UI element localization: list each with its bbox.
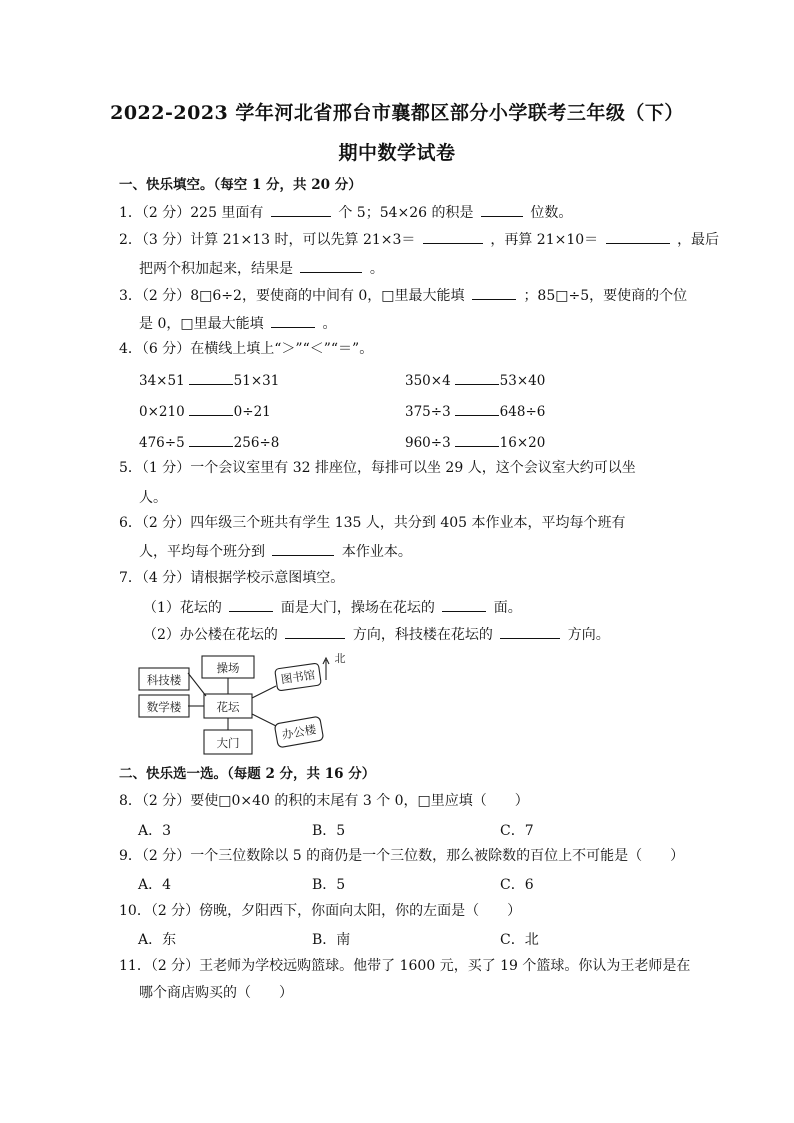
question-11-cont: 哪个商店购买的（ ） [139, 985, 293, 1001]
question-5-cont [139, 487, 167, 507]
question-6: 6．（2 分）四年级三个班共有学生 135 人，共分到 405 本作业本，平均每个班有 [119, 515, 626, 531]
question-1 [119, 202, 572, 222]
compare-item [139, 432, 279, 451]
answer-blank[interactable] [455, 432, 499, 447]
q7-sub1-a: （1）花坛的 [143, 600, 222, 616]
compare-right: 648÷6 [499, 404, 546, 420]
map-label-math: 数学楼 [146, 700, 182, 714]
answer-blank[interactable] [271, 202, 331, 217]
map-label-north: 北 [334, 652, 346, 665]
answer-blank[interactable] [285, 624, 345, 639]
compare-left: 960÷3 [405, 435, 451, 451]
option-b[interactable]: B．5 [312, 823, 346, 839]
q1-text-c: 位数。 [530, 205, 573, 221]
answer-blank[interactable] [455, 401, 499, 416]
q1-text-b: 个 5；54×26 的积是 [338, 205, 474, 221]
map-connector [252, 714, 276, 726]
compare-item [139, 401, 271, 420]
q7-sub2-c: 方向。 [567, 627, 610, 643]
section2-heading: 二、快乐选一选。（每题 2 分，共 16 分） [119, 766, 376, 782]
question-11: 11．（2 分）王老师为学校远购篮球。他带了 1600 元，买了 19 个篮球。你认为王老师是在 [119, 958, 691, 974]
answer-blank[interactable] [606, 229, 670, 244]
compare-item [405, 432, 545, 451]
compare-left: 476÷5 [139, 435, 185, 451]
compare-right: 53×40 [499, 373, 546, 389]
q6-text-b: 本作业本。 [341, 544, 412, 560]
answer-blank[interactable] [423, 229, 483, 244]
question-8: 8．（2 分）要使□0×40 的积的末尾有 3 个 0，□里应填（ ） [119, 793, 529, 809]
q2-text-a: 2．（3 分）计算 21×13 时，可以先算 21×3＝ [119, 232, 416, 248]
question-7-sub2 [143, 624, 610, 644]
q6-text-a: 人，平均每个班分到 [139, 544, 265, 560]
answer-blank[interactable] [229, 597, 273, 612]
answer-blank[interactable] [189, 370, 233, 385]
answer-blank[interactable] [189, 432, 233, 447]
answer-blank[interactable] [271, 313, 315, 328]
q7-sub2-b: 方向，科技楼在花坛的 [352, 627, 493, 643]
q1-text-a: 1．（2 分）225 里面有 [119, 205, 264, 221]
compare-left: 34×51 [139, 373, 185, 389]
option-b[interactable]: B．南 [312, 932, 351, 948]
question-4: 4．（6 分）在横线上填上“＞”“＜”“＝”。 [119, 341, 374, 357]
q2-text-d: 把两个积加起来，结果是 [139, 261, 293, 277]
option-c[interactable]: C．6 [500, 877, 534, 893]
compare-item [405, 401, 545, 420]
q7-sub1-b: 面是大门，操场在花坛的 [280, 600, 435, 616]
question-3-cont [139, 313, 337, 333]
compare-item [405, 370, 545, 389]
q3-text-b: ；85□÷5，要使商的个位 [523, 288, 688, 304]
question-3 [119, 285, 687, 305]
compare-left: 350×4 [405, 373, 451, 389]
option-b[interactable]: B．5 [312, 877, 346, 893]
map-connector [188, 673, 206, 696]
question-7: 7．（4 分）请根据学校示意图填空。 [119, 570, 345, 586]
section1-heading: 一、快乐填空。（每空 1 分，共 20 分） [119, 177, 362, 193]
school-map-diagram [136, 650, 366, 760]
question-5: 5．（1 分）一个会议室里有 32 排座位，每排可以坐 29 人，这个会议室大约可以坐 [119, 460, 636, 476]
map-label-office: 办公楼 [280, 722, 318, 742]
answer-blank[interactable] [189, 401, 233, 416]
answer-blank[interactable] [455, 370, 499, 385]
option-c[interactable]: C．7 [500, 823, 534, 839]
q7-sub2-a: （2）办公楼在花坛的 [143, 627, 278, 643]
option-c[interactable]: C．北 [500, 932, 539, 948]
map-label-science: 科技楼 [146, 673, 182, 687]
question-10: 10．（2 分）傍晚，夕阳西下，你面向太阳，你的左面是（ ） [119, 903, 522, 919]
compare-left: 375÷3 [405, 404, 451, 420]
q7-sub1-c: 面。 [493, 600, 522, 616]
question-9: 9．（2 分）一个三位数除以 5 的商仍是一个三位数，那么被除数的百位上不可能是（ ） [119, 848, 685, 864]
compare-right: 256÷8 [233, 435, 280, 451]
map-label-playground: 操场 [216, 661, 240, 675]
q3-text-a: 3．（2 分）8□6÷2，要使商的中间有 0，□里最大能填 [119, 288, 465, 304]
answer-blank[interactable] [481, 202, 523, 217]
option-a[interactable]: A．东 [138, 932, 177, 948]
option-a[interactable]: A．4 [138, 877, 172, 893]
q2-text-b: ，再算 21×10＝ [490, 232, 599, 248]
compare-right: 16×20 [499, 435, 546, 451]
answer-blank[interactable] [472, 285, 516, 300]
map-label-library: 图书馆 [279, 667, 317, 687]
question-7-sub1 [143, 597, 522, 617]
compare-left: 0×210 [139, 404, 185, 420]
question-6-cont [139, 541, 412, 561]
exam-title-line2: 期中数学试卷 [338, 142, 456, 164]
compare-item [139, 370, 279, 389]
exam-title-line1: 2022-2023 学年河北省邢台市襄都区部分小学联考三年级（下） [110, 102, 684, 124]
map-connector [252, 686, 276, 698]
option-a[interactable]: A．3 [138, 823, 172, 839]
map-label-garden: 花坛 [216, 700, 240, 714]
q2-text-e: 。 [369, 261, 384, 277]
q3-text-c: 是 0，□里最大能填 [139, 316, 264, 332]
answer-blank[interactable] [442, 597, 486, 612]
question-2 [119, 229, 719, 249]
compare-right: 51×31 [233, 373, 280, 389]
compare-right: 0÷21 [233, 404, 271, 420]
q5-unit: 人。 [139, 490, 167, 506]
answer-blank[interactable] [500, 624, 560, 639]
question-2-cont [139, 258, 384, 278]
answer-blank[interactable] [300, 258, 362, 273]
map-label-gate: 大门 [216, 736, 240, 750]
q2-text-c: ，最后 [677, 232, 720, 248]
answer-blank[interactable] [272, 541, 334, 556]
q3-text-d: 。 [322, 316, 337, 332]
